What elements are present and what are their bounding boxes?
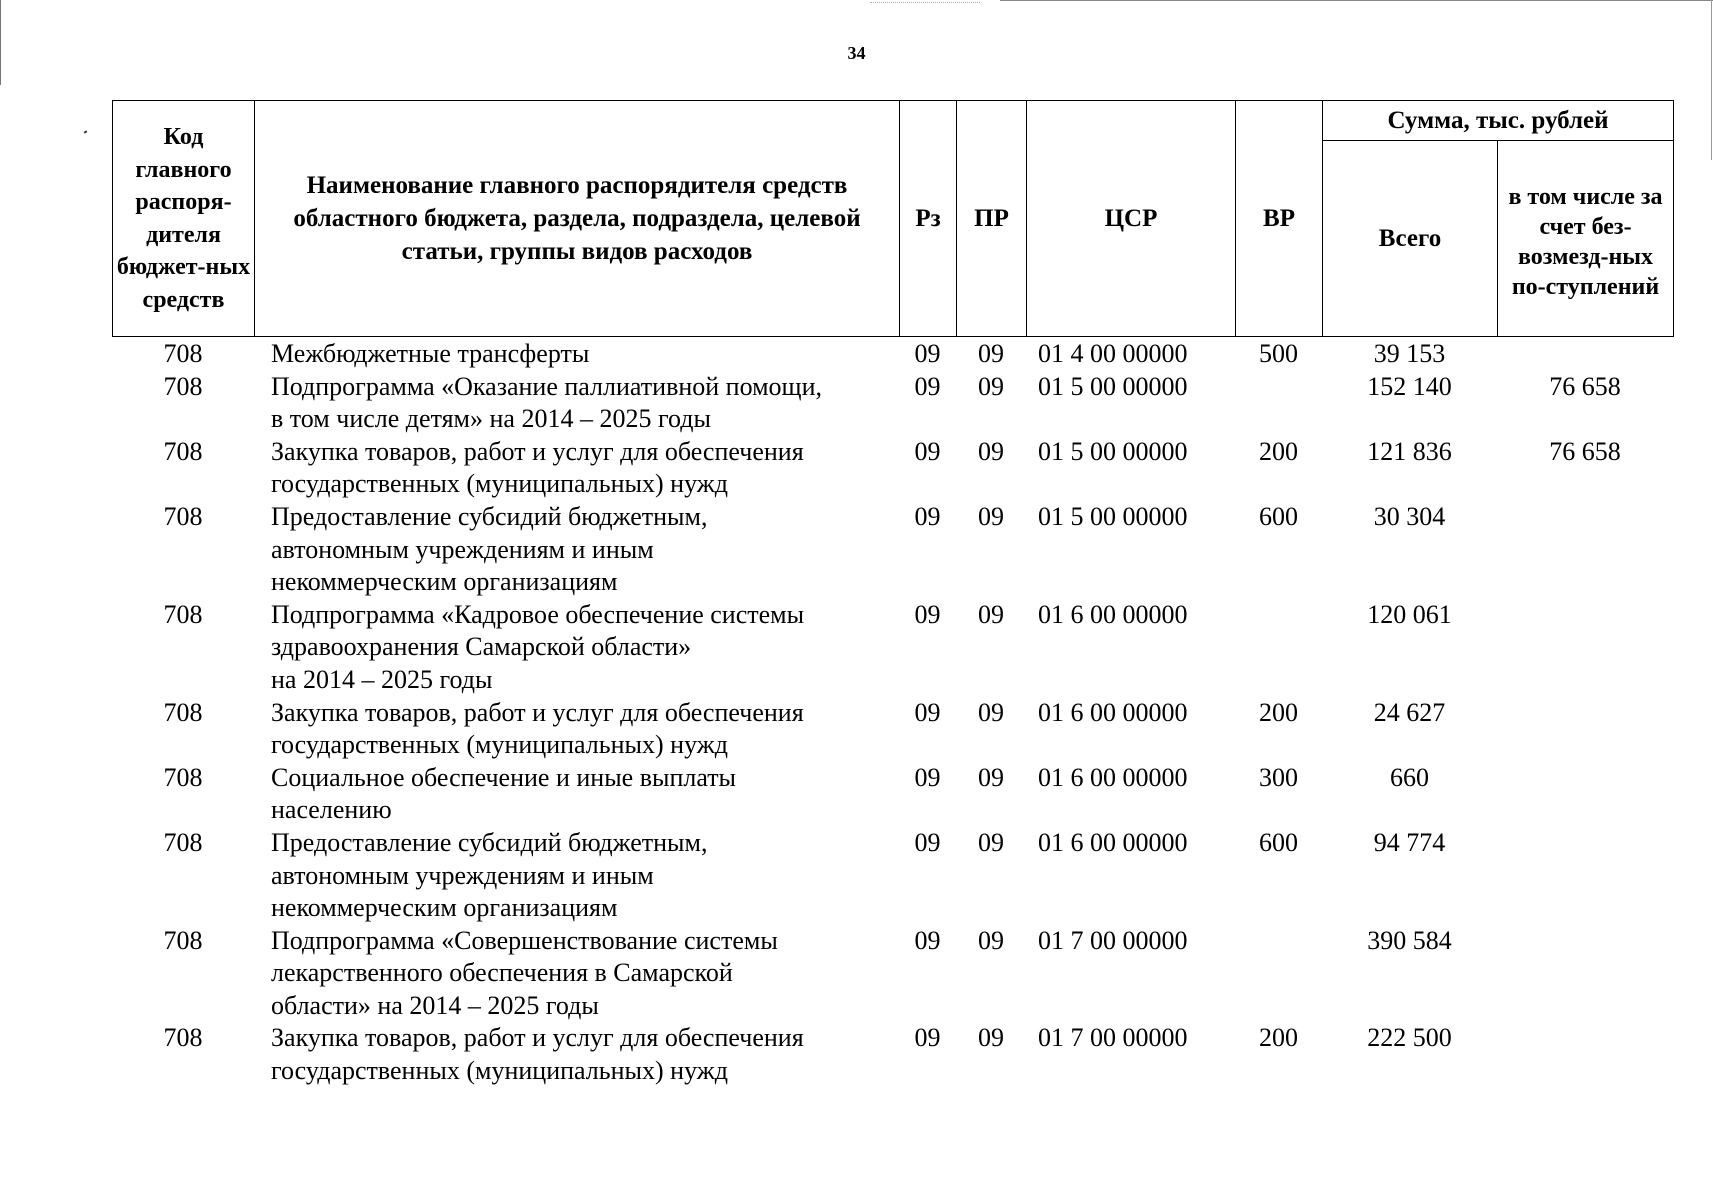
cell-vr: 200 [1259, 1023, 1298, 1053]
cell-free [1497, 827, 1673, 925]
cell-pr: 09 [978, 436, 1004, 466]
cell-total: 39 153 [1373, 339, 1446, 368]
cell-free [1497, 1022, 1673, 1087]
cell-vr: 600 [1259, 501, 1298, 531]
cell-name: Закупка товаров, работ и услуг для обеспечения государственных (муниципальных) нужд [271, 697, 804, 760]
cell-code: 708 [163, 827, 203, 857]
cell-free [1497, 762, 1673, 827]
cell-name: Подпрограмма «Оказание паллиативной помощи, в том числе детям» на 2014 – 2025 годы [271, 371, 822, 434]
cell-code: 708 [163, 599, 203, 629]
scan-speck [84, 130, 88, 133]
cell-rz: 09 [914, 697, 941, 727]
cell-total: 24 627 [1373, 697, 1446, 727]
header-rz: Рз [900, 101, 957, 337]
cell-pr: 09 [978, 762, 1004, 792]
cell-total: 152 140 [1367, 371, 1452, 401]
cell-vr: 500 [1259, 339, 1298, 368]
cell-rz: 09 [914, 599, 941, 629]
cell-total: 121 836 [1367, 436, 1452, 466]
cell-free [1497, 599, 1673, 697]
cell-rz: 09 [914, 925, 941, 955]
scan-artifact-top-line [1000, 0, 1713, 1]
cell-total: 660 [1390, 762, 1429, 792]
header-name: Наименование главного распорядителя средств областного бюджета, раздела, подраздела, целевой статьи, группы видов расходов [255, 101, 900, 337]
cell-free [1497, 338, 1673, 371]
table-row [112, 599, 1549, 697]
cell-code: 708 [163, 371, 203, 401]
table-row [112, 1022, 1549, 1087]
cell-total: 390 584 [1367, 925, 1452, 955]
cell-code: 708 [163, 697, 203, 727]
cell-code: 708 [163, 339, 203, 368]
cell-name: Подпрограмма «Кадровое обеспечение системы здравоохранения Самарской области» на 2014 – 2025 годы [271, 599, 805, 694]
cell-total: 120 061 [1367, 599, 1452, 629]
page-number: 34 [847, 43, 866, 63]
cell-code: 708 [163, 1023, 203, 1053]
cell-csr: 01 6 00 00000 [1038, 762, 1188, 792]
header-vr: ВР [1236, 101, 1323, 337]
table-row [112, 371, 1621, 436]
cell-vr [1235, 925, 1322, 1023]
cell-code: 708 [163, 925, 203, 955]
cell-total: 30 304 [1373, 501, 1446, 531]
cell-csr: 01 6 00 00000 [1038, 697, 1188, 727]
cell-rz: 09 [914, 1023, 941, 1053]
cell-pr: 09 [978, 827, 1004, 857]
cell-name: Подпрограмма «Совершенствование системы лекарственного обеспечения в Самарской области» на 2014 – 2025 годы [271, 925, 778, 1020]
header-pr: ПР [957, 101, 1027, 337]
cell-rz: 09 [914, 436, 941, 466]
cell-rz: 09 [914, 339, 941, 368]
cell-code: 708 [163, 762, 203, 792]
cell-vr [1235, 599, 1322, 697]
cell-csr: 01 5 00 00000 [1038, 501, 1188, 531]
cell-rz: 09 [914, 827, 941, 857]
budget-table-header [112, 100, 1674, 337]
cell-name: Социальное обеспечение и иные выплаты населению [271, 762, 737, 825]
cell-pr: 09 [978, 925, 1004, 955]
cell-code: 708 [163, 501, 203, 531]
cell-pr: 09 [978, 501, 1004, 531]
cell-vr: 200 [1259, 436, 1298, 466]
cell-name: Предоставление субсидий бюджетным, автономным учреждениям и иным некоммерческим организациям [271, 827, 708, 923]
cell-vr: 200 [1259, 697, 1298, 727]
cell-rz: 09 [914, 762, 941, 792]
table-row [112, 501, 1549, 599]
table-row [112, 827, 1549, 925]
table-row [112, 436, 1621, 501]
table-row [112, 697, 1549, 762]
cell-name: Межбюджетные трансферты [271, 339, 590, 368]
table-row [112, 925, 1549, 1023]
cell-csr: 01 7 00 00000 [1038, 1023, 1188, 1053]
table-row [112, 762, 1549, 827]
cell-free: 76 658 [1549, 371, 1621, 401]
cell-code: 708 [163, 436, 203, 466]
cell-total: 222 500 [1367, 1023, 1452, 1053]
cell-pr: 09 [978, 599, 1004, 629]
cell-pr: 09 [978, 1023, 1004, 1053]
cell-vr: 600 [1259, 827, 1298, 857]
cell-free: 76 658 [1549, 436, 1621, 466]
header-sum-group: Сумма, тыс. рублей [1323, 101, 1674, 141]
cell-csr: 01 5 00 00000 [1038, 371, 1188, 401]
cell-csr: 01 6 00 00000 [1038, 599, 1188, 629]
cell-pr: 09 [978, 697, 1004, 727]
budget-table-body [112, 338, 1621, 1088]
cell-total: 94 774 [1373, 827, 1446, 857]
header-code: Код главного распоря-дителя бюджет-ных средств [113, 101, 255, 337]
header-free: в том числе за счет без-возмезд-ных по-ступлений [1498, 141, 1674, 337]
cell-csr: 01 6 00 00000 [1038, 827, 1188, 857]
header-csr: ЦСР [1027, 101, 1236, 337]
scan-artifact-right-line [1711, 0, 1712, 160]
scan-artifact-top-dots [870, 2, 980, 3]
cell-csr: 01 4 00 00000 [1038, 339, 1188, 368]
cell-csr: 01 5 00 00000 [1038, 436, 1188, 466]
cell-name: Закупка товаров, работ и услуг для обеспечения государственных (муниципальных) нужд [271, 436, 804, 499]
cell-name: Предоставление субсидий бюджетным, автономным учреждениям и иным некоммерческим организациям [271, 501, 708, 597]
cell-pr: 09 [978, 339, 1004, 368]
cell-vr: 300 [1259, 762, 1298, 792]
cell-name: Закупка товаров, работ и услуг для обеспечения государственных (муниципальных) нужд [271, 1023, 804, 1086]
cell-pr: 09 [978, 371, 1004, 401]
cell-rz: 09 [914, 501, 941, 531]
cell-free [1497, 501, 1673, 599]
cell-csr: 01 7 00 00000 [1038, 925, 1188, 955]
table-row [112, 338, 1549, 371]
cell-free [1497, 925, 1673, 1023]
cell-free [1497, 697, 1673, 762]
header-total: Всего [1323, 141, 1498, 337]
cell-rz: 09 [914, 371, 941, 401]
cell-vr [1235, 371, 1322, 436]
